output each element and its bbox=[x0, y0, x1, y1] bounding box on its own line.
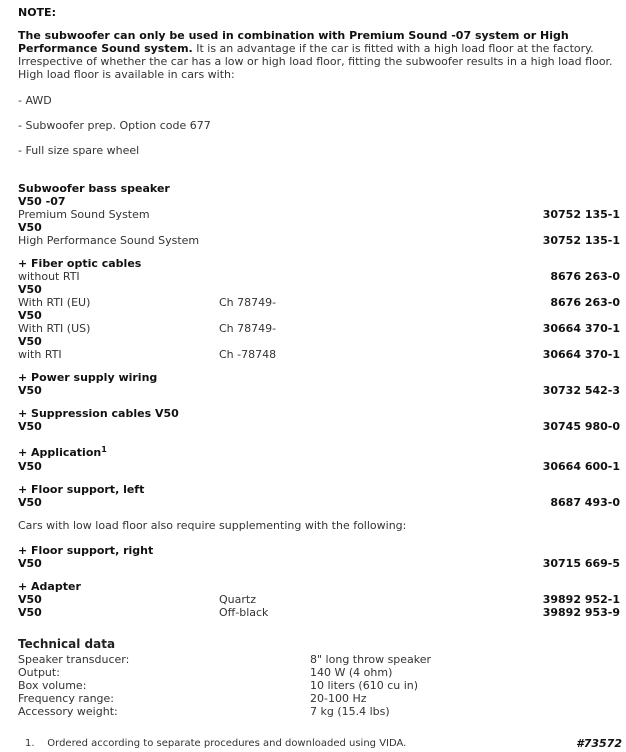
note-item-awd: - AWD bbox=[18, 94, 52, 107]
fiber-r2-chassis: Ch 78749- bbox=[219, 296, 277, 309]
subwoofer-row2-desc: High Performance Sound System bbox=[18, 234, 200, 247]
subwoofer-row1-part-number: 30752 135-1 bbox=[542, 208, 620, 221]
tech-value-box-volume: 10 liters (610 cu in) bbox=[310, 679, 419, 692]
subwoofer-row1-model: V50 -07 bbox=[18, 195, 66, 208]
fiber-r3-model: V50 bbox=[18, 309, 42, 322]
tech-value-transducer: 8" long throw speaker bbox=[310, 653, 432, 666]
suppression-model: V50 bbox=[18, 420, 42, 433]
floor-left-part-number: 8687 493-0 bbox=[550, 496, 620, 509]
image-reference-number: #73572 bbox=[576, 737, 622, 750]
floor-right-model: V50 bbox=[18, 557, 42, 570]
subwoofer-title: Subwoofer bass speaker bbox=[18, 182, 170, 195]
note-paragraph bbox=[18, 29, 618, 81]
fiber-r2-model: V50 bbox=[18, 283, 42, 296]
fiber-r3-desc: With RTI (US) bbox=[18, 322, 91, 335]
application-model: V50 bbox=[18, 460, 42, 473]
adapter-r1-color: Quartz bbox=[219, 593, 256, 606]
note-heading: NOTE: bbox=[18, 6, 56, 19]
fiber-r4-desc: with RTI bbox=[18, 348, 62, 361]
note-bold-text: The subwoofer can only be used in combination with Premium Sound -07 system or High Performance Sound system. bbox=[18, 29, 569, 55]
application-title-text: + Application bbox=[18, 446, 102, 459]
tech-value-output: 140 W (4 ohm) bbox=[310, 666, 393, 679]
fiber-r2-desc: With RTI (EU) bbox=[18, 296, 91, 309]
technical-data-title: Technical data bbox=[18, 637, 116, 651]
subwoofer-row1-desc: Premium Sound System bbox=[18, 208, 150, 221]
fiber-r3-chassis: Ch 78749- bbox=[219, 322, 277, 335]
note-normal-text: It is an advantage if the car is fitted with a high load floor at the factory. Irrespective of whether the car has a low or high load floor, fitting the subwoofer results in a high load floor. High load floor is available in cars with: bbox=[18, 42, 613, 81]
tech-value-frequency: 20-100 Hz bbox=[310, 692, 367, 705]
subwoofer-row2-model: V50 bbox=[18, 221, 42, 234]
fiber-title: + Fiber optic cables bbox=[18, 257, 142, 270]
subwoofer-row2-part-number: 30752 135-1 bbox=[542, 234, 620, 247]
suppression-part-number: 30745 980-0 bbox=[542, 420, 620, 433]
tech-label-box-volume: Box volume: bbox=[18, 679, 87, 692]
tech-value-weight: 7 kg (15.4 lbs) bbox=[310, 705, 390, 718]
note-item-spare-wheel: - Full size spare wheel bbox=[18, 144, 140, 157]
power-model: V50 bbox=[18, 384, 42, 397]
tech-label-frequency: Frequency range: bbox=[18, 692, 115, 705]
floor-left-model: V50 bbox=[18, 496, 42, 509]
fiber-r2-part-number: 8676 263-0 bbox=[550, 296, 620, 309]
low-floor-note: Cars with low load floor also require supplementing with the following: bbox=[18, 519, 407, 532]
power-title: + Power supply wiring bbox=[18, 371, 158, 384]
floor-left-title: + Floor support, left bbox=[18, 483, 145, 496]
tech-label-weight: Accessory weight: bbox=[18, 705, 118, 718]
fiber-r1-desc: without RTI bbox=[18, 270, 80, 283]
adapter-r2-part-number: 39892 953-9 bbox=[542, 606, 620, 619]
power-part-number: 30732 542-3 bbox=[542, 384, 620, 397]
application-part-number: 30664 600-1 bbox=[542, 460, 620, 473]
application-title bbox=[18, 446, 107, 459]
application-footnote-marker: 1 bbox=[101, 445, 107, 454]
floor-right-part-number: 30715 669-5 bbox=[542, 557, 620, 570]
tech-label-output: Output: bbox=[18, 666, 60, 679]
tech-label-transducer: Speaker transducer: bbox=[18, 653, 130, 666]
fiber-r1-part-number: 8676 263-0 bbox=[550, 270, 620, 283]
footnote: 1. Ordered according to separate procedures and downloaded using VIDA. bbox=[25, 738, 407, 749]
adapter-r1-part-number: 39892 952-1 bbox=[542, 593, 620, 606]
note-item-subwoofer-prep: - Subwoofer prep. Option code 677 bbox=[18, 119, 211, 132]
adapter-r2-color: Off-black bbox=[219, 606, 269, 619]
adapter-r1-model: V50 bbox=[18, 593, 42, 606]
fiber-r4-model: V50 bbox=[18, 335, 42, 348]
fiber-r4-part-number: 30664 370-1 bbox=[542, 348, 620, 361]
floor-right-title: + Floor support, right bbox=[18, 544, 154, 557]
adapter-r2-model: V50 bbox=[18, 606, 42, 619]
suppression-title: + Suppression cables V50 bbox=[18, 407, 179, 420]
fiber-r3-part-number: 30664 370-1 bbox=[542, 322, 620, 335]
fiber-r4-chassis: Ch -78748 bbox=[219, 348, 277, 361]
adapter-title: + Adapter bbox=[18, 580, 81, 593]
